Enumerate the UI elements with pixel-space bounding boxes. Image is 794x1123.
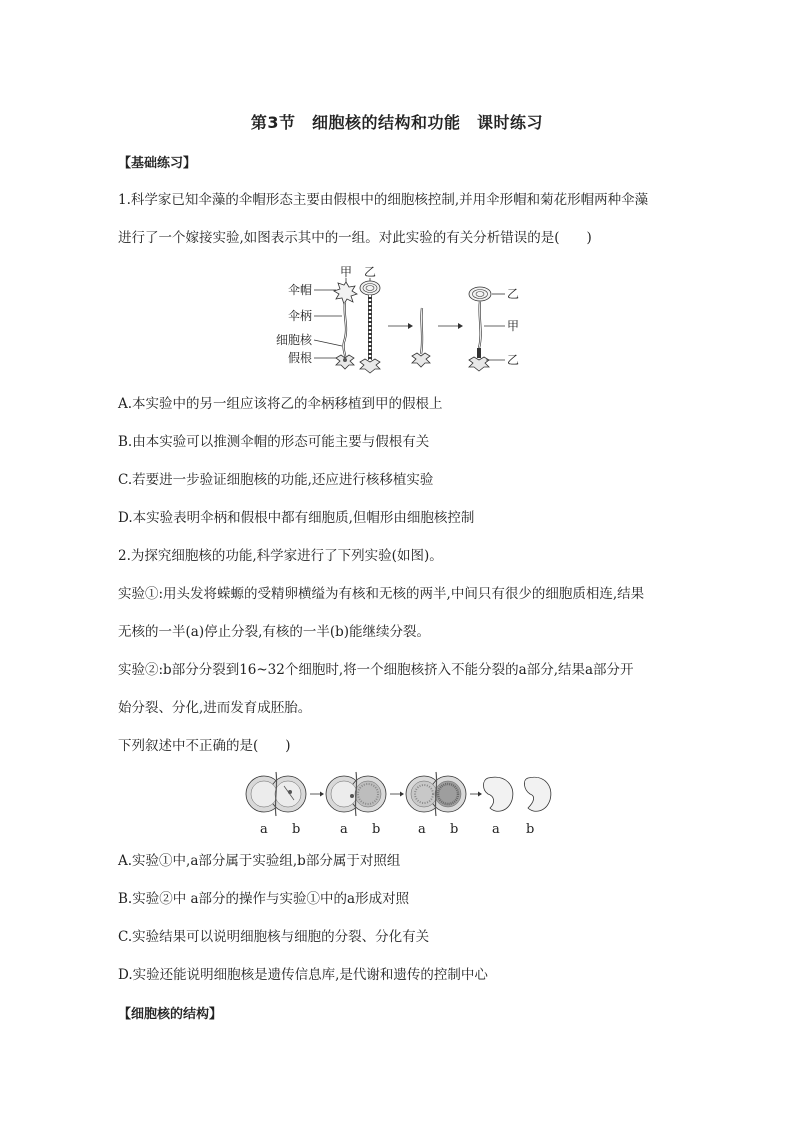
fig2-stage-2 [326,772,386,816]
fig2-stage-1 [246,772,306,816]
fig2-label-b-1: b [292,822,301,837]
q1-grafting-figure [270,262,530,380]
q2-question: 下列叙述中不正确的是( ) [118,738,291,754]
q2-exp1-line1: 实验①:用头发将蝾螈的受精卵横缢为有核和无核的两半,中间只有很少的细胞质相连,结果 [118,586,645,602]
q1-stem-line1: 1.科学家已知伞藻的伞帽形态主要由假根中的细胞核控制,并用伞形帽和菊花形帽两种伞藻 [118,192,649,208]
q1-option-a: A.本实验中的另一组应该将乙的伞柄移植到甲的假根上 [118,396,443,412]
fig2-label-a-3: a [418,822,426,837]
fig1-label-jia: 甲 [340,265,353,279]
q2-option-d: D.实验还能说明细胞核是遗传信息库,是代谢和遗传的控制中心 [118,967,488,983]
q2-exp1-line2: 无核的一半(a)停止分裂,有核的一半(b)能继续分裂。 [118,624,431,640]
q1-option-b: B.由本实验可以推测伞帽的形态可能主要与假根有关 [118,434,430,450]
fig1-right-label-1: 乙 [507,287,520,301]
section-basic-heading: 【基础练习】 [118,156,197,171]
fig1-right-label-2: 甲 [507,319,520,333]
fig1-label-yi: 乙 [364,265,377,279]
fig2-stage-3 [406,772,466,816]
q2-newt-egg-figure [244,770,554,840]
fig1-regenerated-plant [469,287,491,371]
fig1-plant-yi [360,281,380,373]
fig1-label-nucleus: 细胞核 [276,333,313,347]
fig2-label-b-4: b [526,822,535,837]
q2-option-b: B.实验②中 a部分的操作与实验①中的a形成对照 [118,891,410,907]
q2-exp2-line1: 实验②:b部分分裂到16~32个细胞时,将一个细胞核挤入不能分裂的a部分,结果a部分开 [118,662,634,678]
fig2-stage-4-embryos [484,777,551,811]
fig1-grafted-stalk [412,308,430,367]
fig1-label-cap: 伞帽 [288,283,313,297]
fig1-label-rhizoid: 假根 [288,351,313,365]
fig2-label-a-2: a [340,822,348,837]
fig1-plant-jia [334,282,357,369]
fig1-label-stalk: 伞柄 [288,309,313,323]
page-title: 第3节 细胞核的结构和功能 课时练习 [250,113,544,132]
fig2-label-b-3: b [450,822,459,837]
section-structure-heading: 【细胞核的结构】 [118,1007,223,1022]
q2-option-a: A.实验①中,a部分属于实验组,b部分属于对照组 [118,853,401,869]
q1-option-d: D.本实验表明伞柄和假根中都有细胞质,但帽形由细胞核控制 [118,510,475,526]
q2-stem-line1: 2.为探究细胞核的功能,科学家进行了下列实验(如图)。 [118,548,443,564]
q1-stem-line2: 进行了一个嫁接实验,如图表示其中的一组。对此实验的有关分析错误的是( ) [118,230,592,246]
q2-exp2-line2: 始分裂、分化,进而发育成胚胎。 [118,700,312,716]
fig2-label-b-2: b [372,822,381,837]
fig1-right-label-3: 乙 [507,353,520,367]
fig2-label-a-1: a [260,822,268,837]
fig2-label-a-4: a [492,822,500,837]
q2-option-c: C.实验结果可以说明细胞核与细胞的分裂、分化有关 [118,929,430,945]
q1-option-c: C.若要进一步验证细胞核的功能,还应进行核移植实验 [118,472,434,488]
